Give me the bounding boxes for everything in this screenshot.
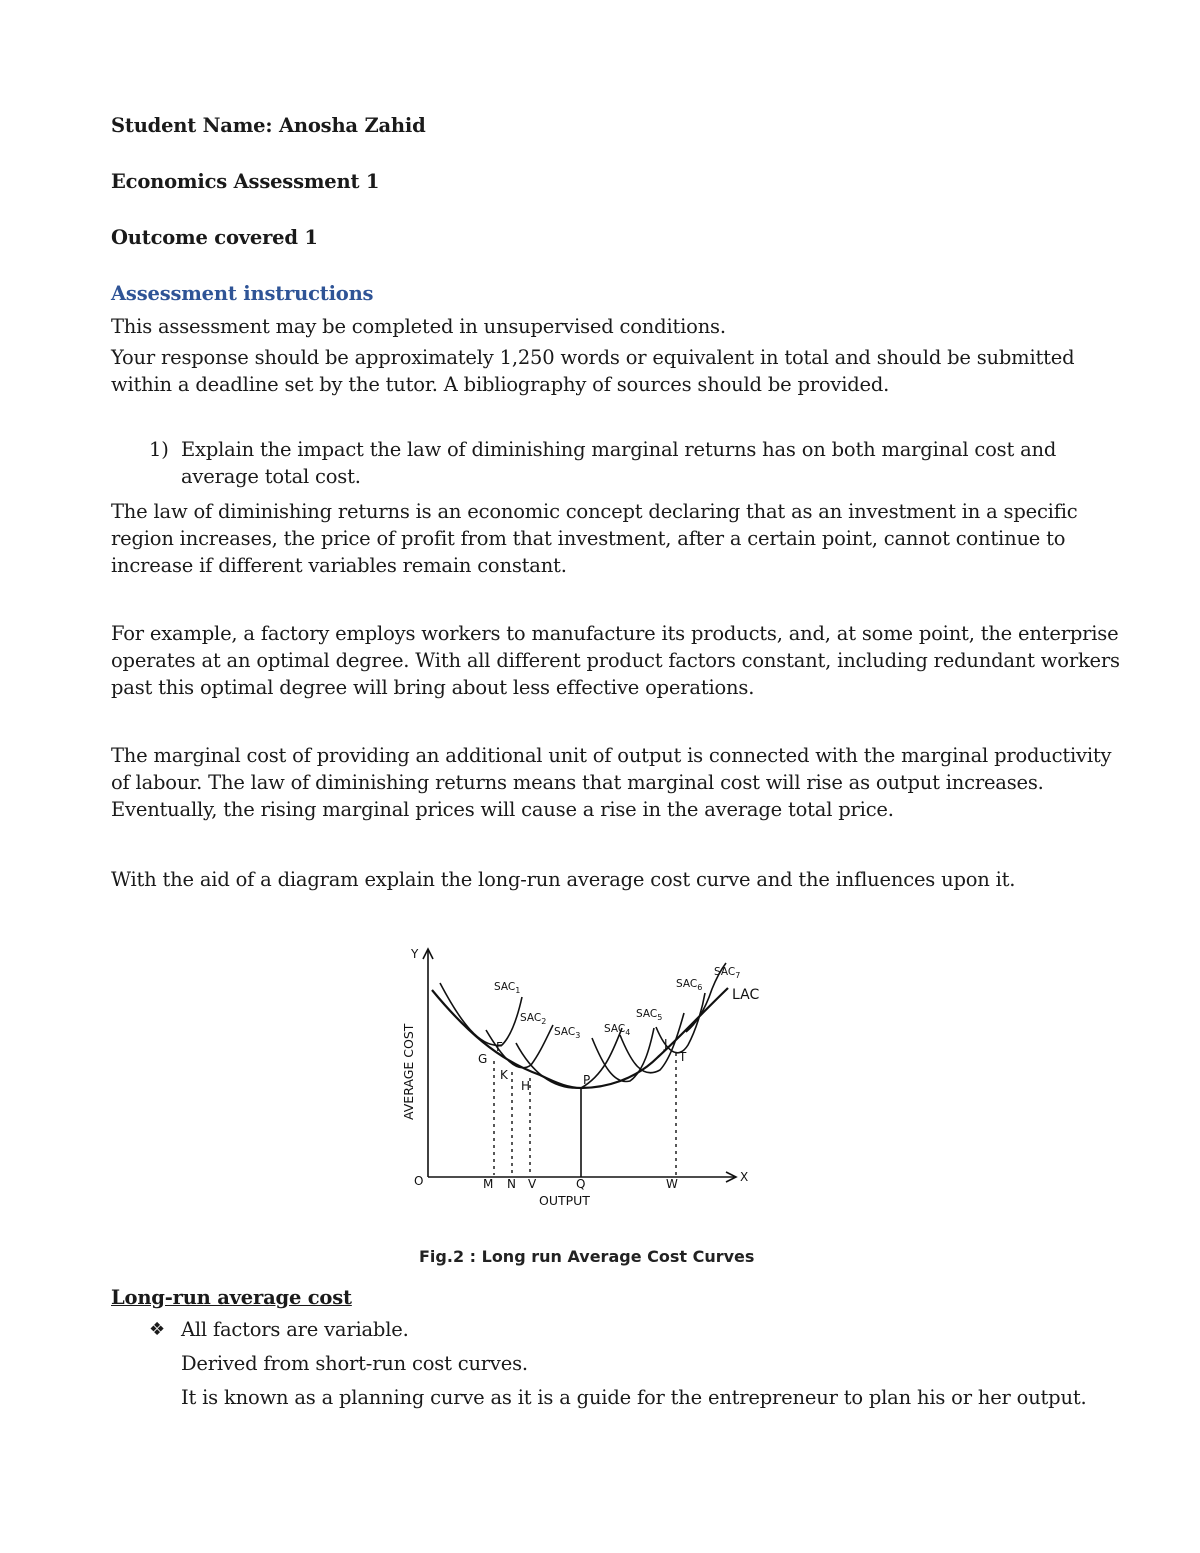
question-1-line-1: Explain the impact the law of diminishing marginal returns has on both marginal cost and bbox=[181, 438, 1057, 461]
point-f: F bbox=[496, 1040, 503, 1054]
sac-6-label: $SAC_6$ bbox=[676, 978, 703, 992]
lac-diagram bbox=[390, 935, 780, 1275]
answer-p1-line-3: increase if different variables remain constant. bbox=[111, 554, 567, 577]
sac-7-label: $SAC_7$ bbox=[714, 966, 741, 980]
figure-caption: Fig.2 : Long run Average Cost Curves bbox=[419, 1247, 755, 1266]
point-p: P bbox=[583, 1073, 591, 1087]
outcome-line: Outcome covered 1 bbox=[111, 226, 318, 249]
question-1 bbox=[111, 436, 1091, 490]
tick-q: Q bbox=[576, 1177, 586, 1191]
tick-v: V bbox=[528, 1177, 537, 1191]
point-h: H bbox=[521, 1079, 531, 1093]
bullet-item-3: It is known as a planning curve as it is a guide for the entrepreneur to plan his or her output. bbox=[181, 1386, 1087, 1409]
sac-4-label: $SAC_4$ bbox=[604, 1023, 631, 1037]
point-k: K bbox=[500, 1068, 508, 1082]
answer-p2-line-1: For example, a factory employs workers to manufacture its products, and, at some point, the enterprise bbox=[111, 622, 1119, 645]
section-title: Long-run average cost bbox=[111, 1286, 352, 1309]
sac-1-label: $SAC_1$ bbox=[494, 981, 521, 995]
course-title: Economics Assessment 1 bbox=[111, 170, 380, 193]
answer-p3-line-2: of labour. The law of diminishing returns means that marginal cost will rise as output increases. bbox=[111, 771, 1044, 794]
answer-p3-line-3: Eventually, the rising marginal prices will cause a rise in the average total price. bbox=[111, 798, 894, 821]
point-g: G bbox=[478, 1052, 488, 1066]
tick-w: W bbox=[666, 1177, 678, 1191]
bullet-icon: ❖ bbox=[149, 1319, 165, 1340]
instructions-heading: Assessment instructions bbox=[111, 282, 374, 305]
answer-p1-line-2: region increases, the price of profit from that investment, after a certain point, cannot continue to bbox=[111, 527, 1066, 550]
student-name: Student Name: Anosha Zahid bbox=[111, 114, 426, 137]
question-2: With the aid of a diagram explain the long-run average cost curve and the influences upon it. bbox=[111, 868, 1016, 891]
sac-3-label: $SAC_3$ bbox=[554, 1026, 581, 1040]
sac-5-label: $SAC_5$ bbox=[636, 1008, 663, 1022]
origin-label: O bbox=[414, 1174, 424, 1188]
point-t: T bbox=[679, 1050, 687, 1064]
answer-p2-line-3: past this optimal degree will bring about less effective operations. bbox=[111, 676, 755, 699]
bullet-item-1: All factors are variable. bbox=[181, 1318, 409, 1341]
question-number: 1) bbox=[149, 438, 169, 461]
x-letter: X bbox=[740, 1170, 749, 1184]
point-j: J bbox=[664, 1037, 668, 1051]
y-axis-label: AVERAGE COST bbox=[401, 1023, 416, 1120]
lac-label: LAC bbox=[732, 987, 760, 1003]
answer-p2-line-2: operates at an optimal degree. With all different product factors constant, including redundant workers bbox=[111, 649, 1120, 672]
sac-4-curve bbox=[592, 1028, 654, 1082]
bullet-list bbox=[111, 1316, 1091, 1416]
instructions-line-2b: within a deadline set by the tutor. A bibliography of sources should be provided. bbox=[111, 373, 890, 396]
y-letter: Y bbox=[411, 947, 419, 961]
tick-m: M bbox=[483, 1177, 494, 1191]
answer-p3-line-1: The marginal cost of providing an additional unit of output is connected with the marginal productivity bbox=[111, 744, 1112, 767]
x-axis-label: OUTPUT bbox=[539, 1193, 590, 1208]
question-1-line-2: average total cost. bbox=[181, 465, 361, 488]
sac-2-label: $SAC_2$ bbox=[520, 1012, 547, 1026]
answer-p1-line-1: The law of diminishing returns is an economic concept declaring that as an investment in a specific bbox=[111, 500, 1078, 523]
tick-n: N bbox=[507, 1177, 516, 1191]
instructions-line-1: This assessment may be completed in unsupervised conditions. bbox=[111, 315, 726, 338]
bullet-item-2: Derived from short-run cost curves. bbox=[181, 1352, 528, 1375]
instructions-line-2a: Your response should be approximately 1,250 words or equivalent in total and should be submitted bbox=[111, 346, 1075, 369]
